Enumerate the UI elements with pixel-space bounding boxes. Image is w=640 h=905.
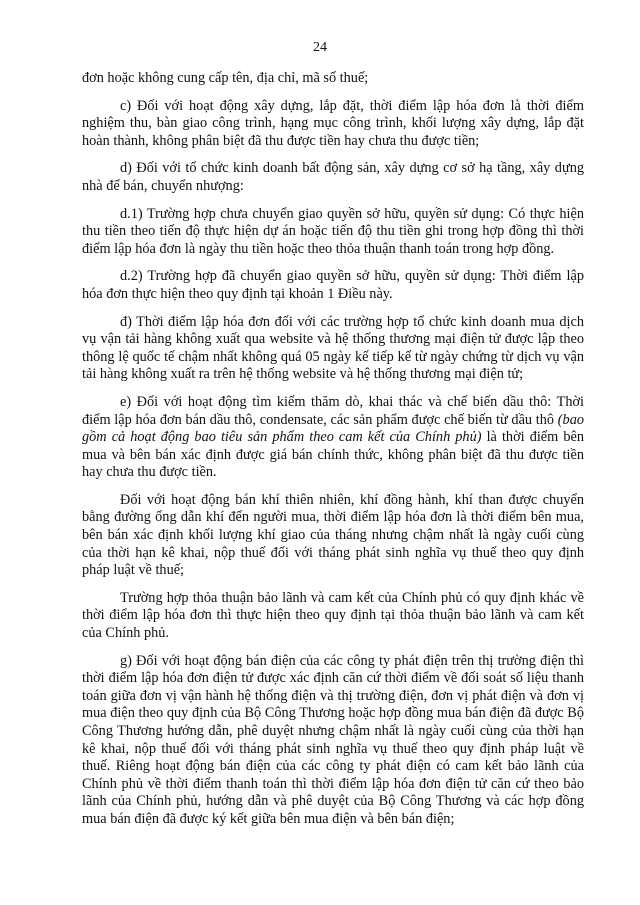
paragraph-continuation: đơn hoặc không cung cấp tên, địa chỉ, mã số thuế; [82, 70, 369, 86]
paragraph-item-e [82, 394, 584, 482]
paragraph-item-gas: Đối với hoạt động bán khí thiên nhiên, khí đồng hành, khí than được chuyển bằng đường ống dẫn khí đến người mua, thời điểm lập hóa đơn là thời điểm bên mua, bên bán xác định khối lượng khí giao của tháng nhưng chậm nhất là ngày cuối cùng của thời hạn kê khai, nộp thuế đối với tháng phát sinh nghĩa vụ thuế theo quy định pháp luật về thuế; [82, 491, 584, 579]
paragraph-item-c: c) Đối với hoạt động xây dựng, lắp đặt, thời điểm lập hóa đơn là thời điểm nghiệm thu, bàn giao công trình, hạng mục công trình, khối lượng xây dựng, lắp đặt hoàn thành, không phân biệt đã thu được tiền hay chưa thu được tiền; [82, 97, 584, 149]
paragraph-item-d1: d.1) Trường hợp chưa chuyển giao quyền sở hữu, quyền sử dụng: Có thực hiện thu tiền theo tiến độ thực hiện dự án hoặc tiến độ thu tiền ghi trong hợp đồng thì thời điểm lập hóa đơn là ngày thu tiền hoặc theo thỏa thuận thanh toán trong hợp đồng. [82, 205, 584, 257]
document-body [82, 70, 584, 829]
paragraph-item-d2: d.2) Trường hợp đã chuyển giao quyền sở hữu, quyền sử dụng: Thời điểm lập hóa đơn thực hiện theo quy định tại khoản 1 Điều này. [82, 268, 584, 302]
item-e-italic-note: (bao gồm cả hoạt động bao tiêu sản phẩm theo cam kết của Chính phủ) [82, 411, 584, 446]
paragraph-item-d: d) Đối với tổ chức kinh doanh bất động sản, xây dựng cơ sở hạ tầng, xây dựng nhà để bán, chuyển nhượng: [82, 160, 584, 194]
item-e-text-after: là thời điểm bên mua và bên bán xác định được giá bán chính thức, không phân biệt đã thu được tiền hay chưa thu được tiền. [82, 429, 584, 481]
paragraph-item-guarantee: Trường hợp thỏa thuận bảo lãnh và cam kết của Chính phủ có quy định khác về thời điểm lập hóa đơn thì thực hiện theo quy định tại thỏa thuận bảo lãnh và cam kết của Chính phủ. [82, 589, 584, 642]
paragraph-item-g: g) Đối với hoạt động bán điện của các công ty phát điện trên thị trường điện thì thời điểm lập hóa đơn điện tử được xác định căn cứ thời điểm về đối soát số liệu thanh toán giữa đơn vị vận hành hệ thống điện và thị trường điện, đơn vị phát điện và đơn vị mua điện theo quy định của Bộ Công Thương hoặc hợp đồng mua bán điện đã được Bộ Công Thương hướng dẫn, phê duyệt nhưng chậm nhất là ngày cuối cùng của thời hạn kê khai, nộp thuế đối với tháng phát sinh nghĩa vụ thuế theo quy định pháp luật về thuế. Riêng hoạt động bán điện của các công ty phát điện có cam kết bảo lãnh của Chính phủ về thời điểm thanh toán thì thời điểm lập hóa đơn điện tử căn cứ theo bảo lãnh của Chính phủ, hướng dẫn và phê duyệt của Bộ Công Thương và các hợp đồng mua bán điện đã được ký kết giữa bên mua điện và bên bán điện; [82, 652, 584, 827]
item-e-text-before: e) Đối với hoạt động tìm kiếm thăm dò, khai thác và chế biến dầu thô: Thời điểm lập hóa đơn bán dầu thô, condensate, các sản phẩm được chế biến từ dầu thô [82, 393, 584, 428]
page-number: 24 [313, 40, 327, 55]
paragraph-item-dd: đ) Thời điểm lập hóa đơn đối với các trường hợp tổ chức kinh doanh mua dịch vụ vận tải hàng không xuất qua website và hệ thống thương mại điện tử được lập theo thông lệ quốc tế chậm nhất không quá 05 ngày kế tiếp kể từ ngày chứng từ dịch vụ vận tải hàng không xuất ra trên hệ thống website và hệ thống thương mại điện tử; [82, 313, 584, 383]
